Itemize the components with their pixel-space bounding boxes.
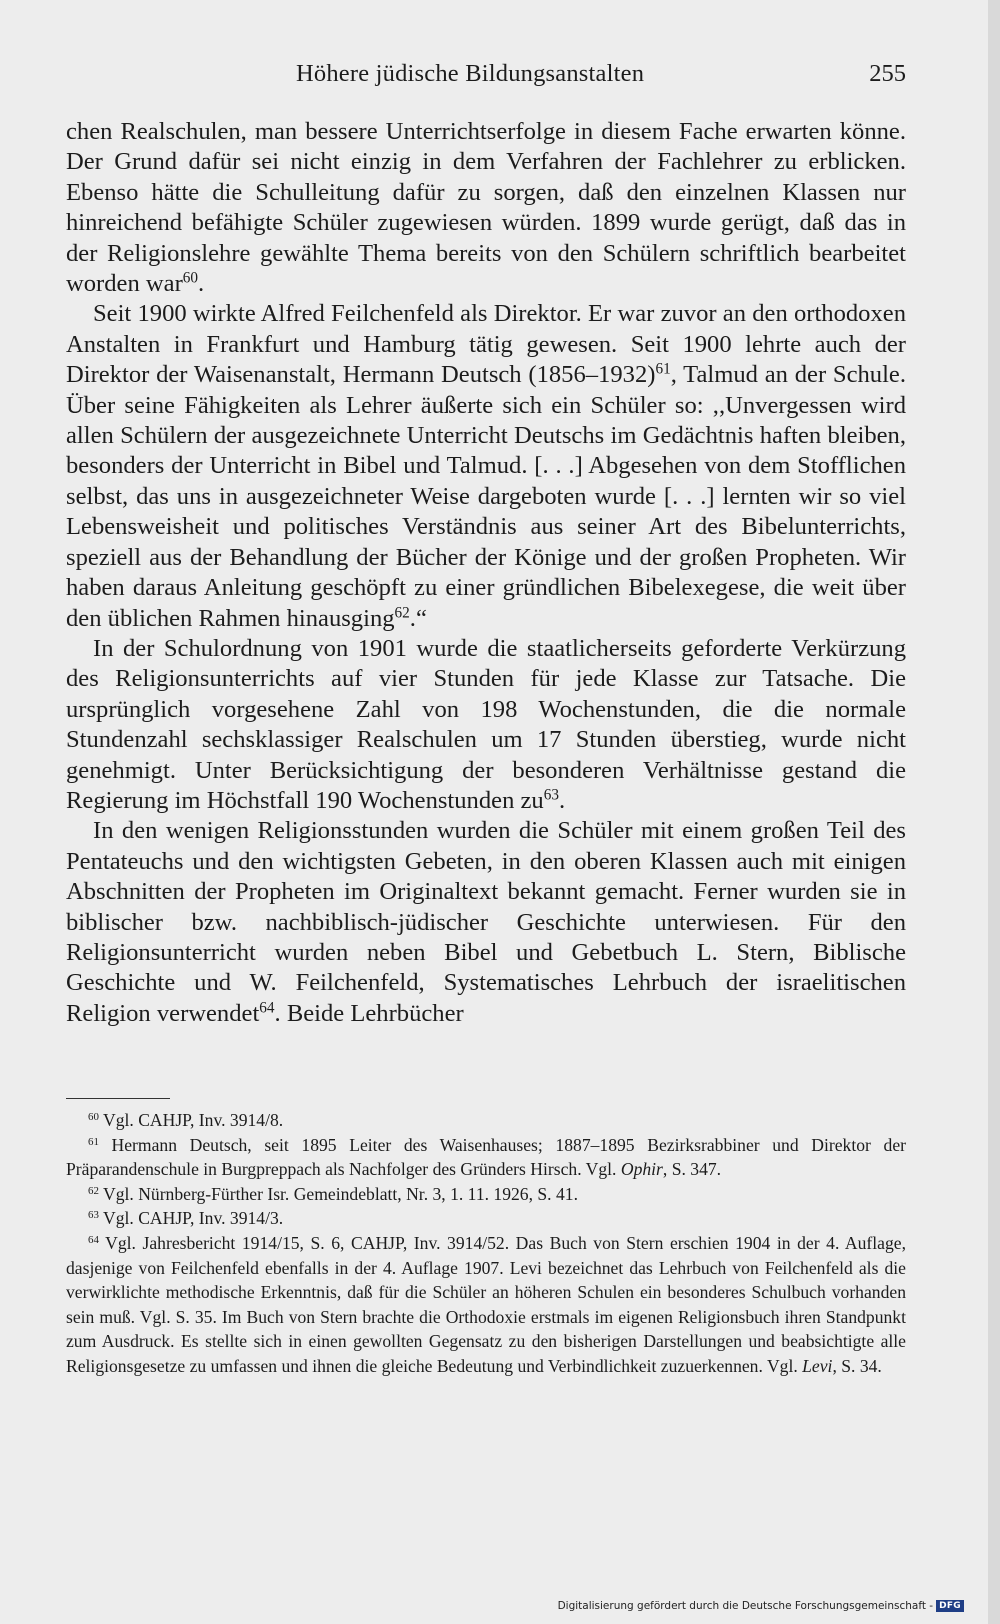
footnote-ref-61[interactable]: 61 bbox=[655, 360, 671, 378]
paragraph-4-text: In den wenigen Religionsstunden wurden die Schüler mit einem großen Teil des Pentateuchs und den wichtigsten Gebeten, in den oberen Klassen auch mit einigen Abschnitten der Propheten im Originaltext bekannt gemacht. Ferner wurden sie in biblischer bzw. nachbiblisch-jüdischer Geschichte unterwiesen. Für den Religionsunterricht wurden neben Bibel und Gebetbuch L. Stern, Biblische Geschichte und W. Feilchenfeld, Systematisches Lehrbuch der israelitischen Religion verwendet bbox=[66, 817, 906, 1027]
footnote-citation-author: Ophir bbox=[620, 1159, 663, 1180]
running-head bbox=[64, 60, 906, 96]
body-text bbox=[66, 117, 906, 1029]
paragraph-3-tail: . bbox=[558, 786, 566, 814]
footnote-text-tail: , S. 34. bbox=[832, 1355, 882, 1376]
footnote-number: 61 bbox=[88, 1135, 99, 1148]
paragraph-2-text-a: Seit 1900 wirkte Alfred Feilchenfeld als Direktor. Er war zuvor an den orthodoxen Anstalten in Frankfurt und Hamburg tätig gewesen. Seit 1900 lehrte auch der Direktor der Waisenanstalt, Hermann Deutsch (1856–1932) bbox=[66, 300, 906, 389]
footnote-62 bbox=[66, 1182, 906, 1207]
scan-edge bbox=[988, 0, 1000, 1624]
paragraph-2 bbox=[66, 299, 906, 633]
footnotes bbox=[66, 1108, 906, 1379]
page-number: 255 bbox=[869, 60, 906, 87]
footnote-64 bbox=[66, 1231, 906, 1379]
footnote-citation-author: Levi bbox=[802, 1355, 833, 1376]
running-title: Höhere jüdische Bildungsanstalten bbox=[296, 60, 645, 87]
footnote-number: 63 bbox=[88, 1209, 99, 1222]
paragraph-3 bbox=[66, 634, 906, 816]
footnote-text: Vgl. CAHJP, Inv. 3914/3. bbox=[103, 1208, 284, 1229]
footnote-text: Vgl. Jahresbericht 1914/15, S. 6, CAHJP, Inv. 3914/52. Das Buch von Stern erschien 1904 in der 4. Auflage, dasjenige von Feilchenfeld ebenfalls in der 4. Auflage 1907. Levi bezeichnet das Lehrbuch von Feilchenfeld als die verwirklichte methodische Erkenntnis, daß für die Schüler an höheren Schulen ein besonderes Schulbuch vorhanden sein muß. Vgl. S. 35. Im Buch von Stern brachte die Orthodoxie erstmals im eigenen Religionsbuch ihren Standpunkt zum Ausdruck. Es stellte sich in einen gewollten Gegensatz zu den bisherigen Darstellungen und beabsichtigte alle Religionsgesetze zu umfassen und ihnen die gleiche Bedeutung und Verbindlichkeit zuzuerkennen. Vgl. bbox=[66, 1232, 906, 1376]
paragraph-4 bbox=[66, 816, 906, 1029]
footnote-text: Vgl. Nürnberg-Fürther Isr. Gemeindeblatt, Nr. 3, 1. 11. 1926, S. 41. bbox=[103, 1183, 578, 1204]
footnote-ref-63[interactable]: 63 bbox=[543, 786, 559, 804]
paragraph-1 bbox=[66, 117, 906, 299]
paragraph-1-text: chen Realschulen, man bessere Unterrichtserfolge in diesem Fache erwarten könne. Der Grund dafür sei nicht einzig in dem Verfahren der Fachlehrer zu erblicken. Ebenso hätte die Schulleitung dafür zu sorgen, daß den einzelnen Klassen nur hinreichend befähigte Schüler zugewiesen würden. 1899 wurde gerügt, daß das in der Religionslehre gewählte Thema bereits von den Schülern schriftlich bearbeitet worden war bbox=[66, 118, 906, 298]
footnote-text-tail: , S. 347. bbox=[662, 1159, 722, 1180]
footnote-text: Hermann Deutsch, seit 1895 Leiter des Waisenhauses; 1887–1895 Bezirksrabbiner und Direktor der Präparandenschule in Burgpreppach als Nachfolger des Gründers Hirsch. Vgl. bbox=[66, 1134, 906, 1180]
footnote-ref-62[interactable]: 62 bbox=[394, 604, 410, 622]
paragraph-1-tail: . bbox=[198, 270, 205, 298]
credit-text: Digitalisierung gefördert durch die Deutsche Forschungsgemeinschaft - bbox=[557, 1600, 934, 1612]
footnote-63 bbox=[66, 1206, 906, 1231]
paragraph-2-text-b: , Talmud an der Schule. Über seine Fähigkeiten als Lehrer äußerte sich ein Schüler so: ,,Unvergessen wird allen Schülern der ausgezeichnete Unterricht Deutschs im Gedächtnis haften bleiben, besonders der Unterricht in Bibel und Talmud. [. . .] Abgesehen von dem Stofflichen selbst, das uns in ausgezeichneter Weise dargeboten wurde [. . .] lernten wir so viel Lebensweisheit und politisches Verständnis aus seiner Art des Bibelunterrichts, speziell aus der Behandlung der Bücher der Könige und der großen Propheten. Wir haben daraus Anleitung geschöpft zu einer gründlichen Bibelexegese, die weit über den üblichen Rahmen hinausging bbox=[66, 361, 906, 632]
footnote-ref-60[interactable]: 60 bbox=[182, 269, 199, 287]
footnote-61 bbox=[66, 1133, 906, 1182]
footnote-number: 64 bbox=[88, 1233, 99, 1246]
footnote-number: 60 bbox=[88, 1111, 99, 1123]
paragraph-4-tail: . Beide Lehrbücher bbox=[274, 999, 464, 1027]
footnote-number: 62 bbox=[88, 1184, 99, 1197]
footnote-text: Vgl. CAHJP, Inv. 3914/8. bbox=[103, 1110, 284, 1130]
footnote-ref-64[interactable]: 64 bbox=[259, 999, 275, 1017]
dfg-logo: DFG bbox=[936, 1600, 964, 1612]
footnote-60 bbox=[66, 1108, 906, 1133]
footnote-separator bbox=[66, 1098, 170, 1099]
digitization-credit bbox=[558, 1600, 964, 1612]
paragraph-2-tail: .“ bbox=[409, 604, 427, 632]
paragraph-3-text: In der Schulordnung von 1901 wurde die staatlicherseits geforderte Verkürzung des Religionsunterrichts auf vier Stunden für jede Klasse zur Tatsache. Die ursprünglich vorgesehene Zahl von 198 Wochenstunden, die die normale Stundenzahl sechsklassiger Realschulen um 17 Stunden überstieg, wurde nicht genehmigt. Unter Berücksichtigung der besonderen Verhältnisse gestand die Regierung im Höchstfall 190 Wochenstunden zu bbox=[66, 634, 906, 814]
